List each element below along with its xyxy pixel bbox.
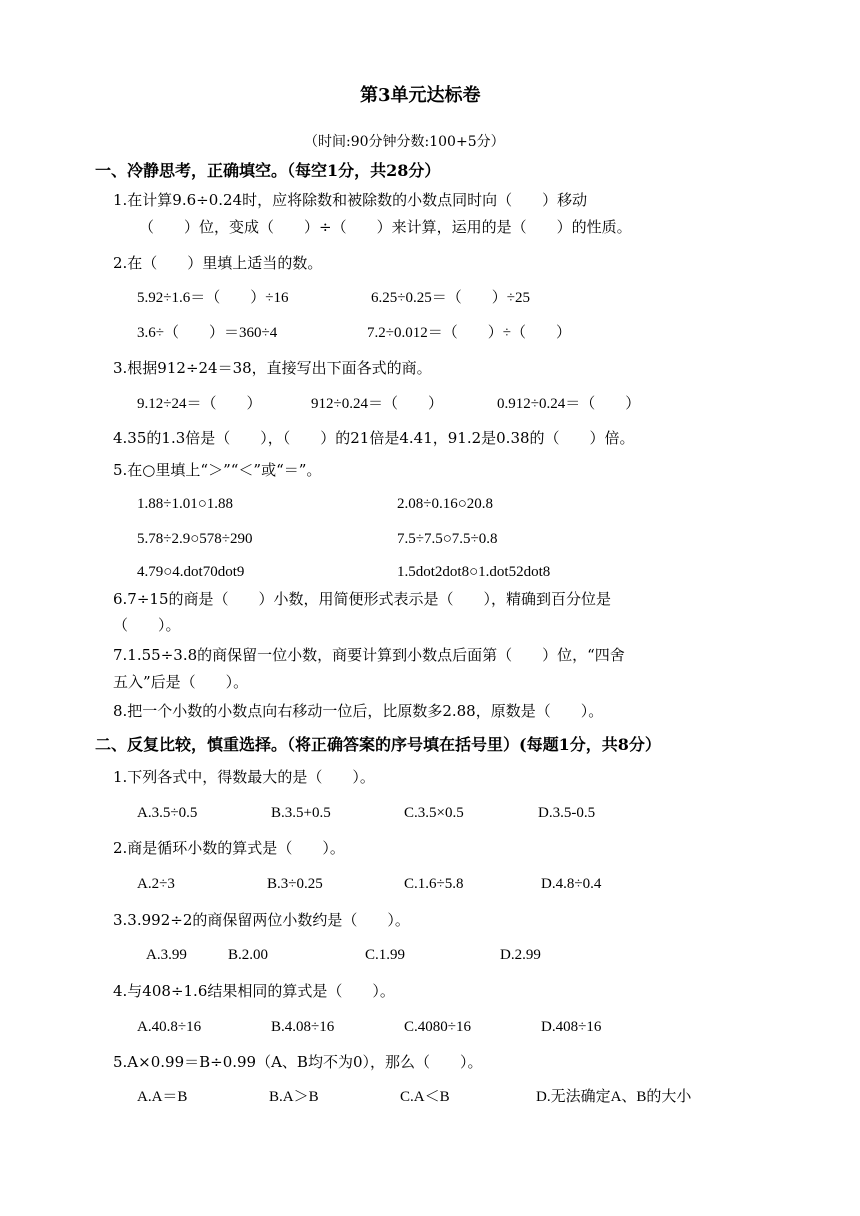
choice-q1-option-b: B.3.5+0.5 [271,805,331,821]
page-title: 第3单元达标卷 [360,85,481,106]
choice-q1-stem: 1.下列各式中，得数最大的是（ ）。 [113,768,375,786]
section-2-heading: 二、反复比较，慎重选择。（将正确答案的序号填在括号里）(每题1分，共8分） [95,735,661,754]
q7-line2: 五入”后是（ ）。 [113,673,249,691]
q2-item-c: 3.6÷（ ）＝360÷4 [137,325,278,341]
choice-q2-option-b: B.3÷0.25 [267,876,323,892]
q3-item-b: 912÷0.24＝（ ） [311,396,443,412]
choice-q1-option-a: A.3.5÷0.5 [137,805,198,821]
q6-line1: 6.7÷15的商是（ ）小数，用简便形式表示是（ ），精确到百分位是 [113,590,612,608]
q5-stem: 5.在○里填上“＞”“＜”或“＝”。 [113,461,322,479]
q8-text: 8.把一个小数的小数点向右移动一位后，比原数多2.88，原数是（ ）。 [113,702,604,720]
choice-q2-stem: 2.商是循环小数的算式是（ ）。 [113,839,345,857]
q2-item-a: 5.92÷1.6＝（ ）÷16 [137,290,289,306]
q3-item-c: 0.912÷0.24＝（ ） [497,396,641,412]
choice-q3-option-a: A.3.99 [146,947,187,963]
q6-line2: （ ）。 [113,616,181,634]
choice-q5-stem: 5.A×0.99＝B÷0.99（A、B均不为0），那么（ ）。 [113,1053,483,1071]
q1-line1: 1.在计算9.6÷0.24时，应将除数和被除数的小数点同时向（ ）移动 [113,191,588,209]
choice-q5-option-a: A.A＝B [137,1089,188,1105]
q2-item-d: 7.2÷0.012＝（ ）÷（ ） [367,325,571,341]
choice-q1-option-d: D.3.5-0.5 [538,805,596,821]
exam-info: （时间:90分钟分数:100+5分） [304,134,505,150]
section-1-heading: 一、冷静思考，正确填空。（每空1分，共28分） [95,161,441,180]
q5-item-f: 1.5dot2dot8○1.dot52dot8 [397,564,551,580]
q4-text: 4.35的1.3倍是（ ），（ ）的21倍是4.41，91.2是0.38的（ ）倍。 [113,429,635,447]
q5-item-b: 2.08÷0.16○20.8 [397,496,494,512]
choice-q5-option-c: C.A＜B [400,1089,450,1105]
q2-item-b: 6.25÷0.25＝（ ）÷25 [371,290,530,306]
choice-q4-stem: 4.与408÷1.6结果相同的算式是（ ）。 [113,982,395,1000]
choice-q2-option-a: A.2÷3 [137,876,175,892]
q7-line1: 7.1.55÷3.8的商保留一位小数，商要计算到小数点后面第（ ）位，“四舍 [113,646,625,664]
q5-item-c: 5.78÷2.9○578÷290 [137,531,253,547]
choice-q3-option-c: C.1.99 [365,947,406,963]
q1-line2: （ ）位，变成（ ）÷（ ）来计算，运用的是（ ）的性质。 [139,218,632,236]
choice-q1-option-c: C.3.5×0.5 [404,805,464,821]
choice-q2-option-c: C.1.6÷5.8 [404,876,464,892]
choice-q3-option-d: D.2.99 [500,947,541,963]
choice-q5-option-d: D.无法确定A、B的大小 [536,1089,692,1105]
q5-item-e: 4.79○4.dot70dot9 [137,564,245,580]
q2-stem: 2.在（ ）里填上适当的数。 [113,254,323,272]
q5-item-a: 1.88÷1.01○1.88 [137,496,234,512]
choice-q4-option-c: C.4080÷16 [404,1019,471,1035]
choice-q3-stem: 3.3.992÷2的商保留两位小数约是（ ）。 [113,911,410,929]
choice-q5-option-b: B.A＞B [269,1089,319,1105]
choice-q3-option-b: B.2.00 [228,947,269,963]
q3-item-a: 9.12÷24＝（ ） [137,396,262,412]
choice-q4-option-b: B.4.08÷16 [271,1019,335,1035]
choice-q4-option-a: A.40.8÷16 [137,1019,202,1035]
choice-q2-option-d: D.4.8÷0.4 [541,876,602,892]
q5-item-d: 7.5÷7.5○7.5÷0.8 [397,531,498,547]
q3-stem: 3.根据912÷24＝38，直接写出下面各式的商。 [113,359,432,377]
choice-q4-option-d: D.408÷16 [541,1019,602,1035]
